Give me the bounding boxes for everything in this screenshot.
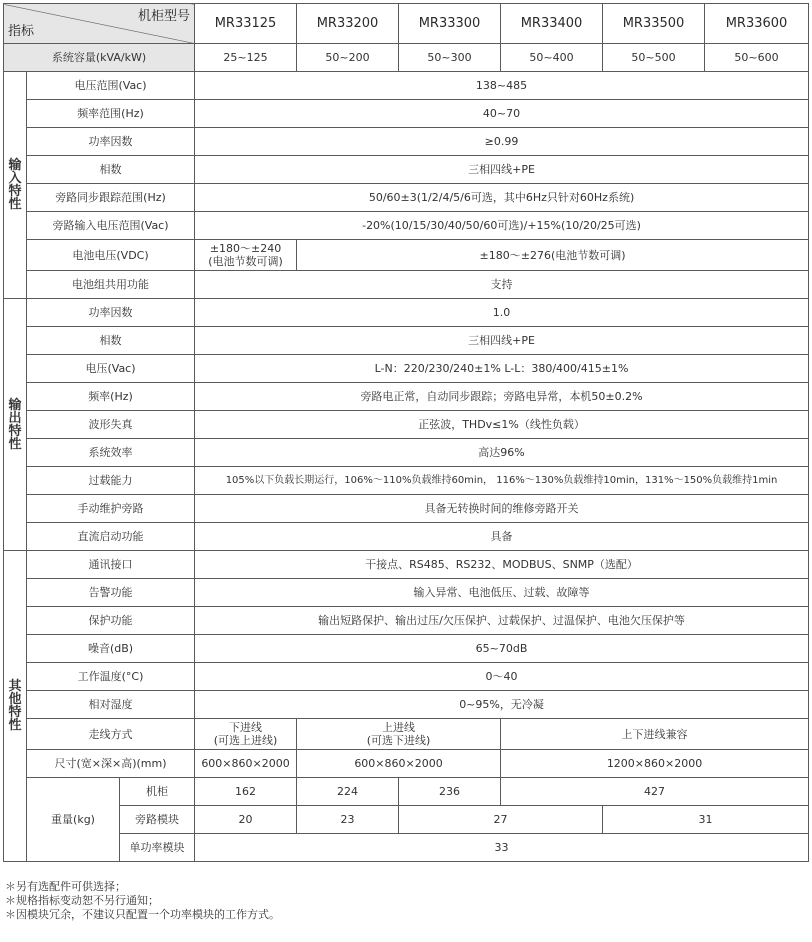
spec-value: 1.0	[195, 299, 809, 327]
group-char: 输	[8, 397, 22, 413]
battery-voltage-first-line1: ±180～±240	[209, 242, 282, 255]
capacity-value: 50~600	[705, 44, 809, 72]
spec-value: 具备无转换时间的维修旁路开关	[195, 495, 809, 523]
weight-value: 236	[399, 778, 501, 806]
spec-value: 40~70	[195, 100, 809, 128]
weight-value: 224	[297, 778, 399, 806]
spec-value: 65~70dB	[195, 635, 809, 663]
group-char: 其	[8, 679, 22, 694]
spec-row	[4, 299, 809, 327]
spec-value: 三相四线+PE	[195, 156, 809, 184]
spec-value: 具备	[195, 523, 809, 551]
spec-label: 旁路输入电压范围(Vac)	[27, 212, 195, 240]
spec-value: 支持	[195, 271, 809, 299]
spec-value: 输出短路保护、输出过压/欠压保护、过载保护、过温保护、电池欠压保护等	[195, 607, 809, 635]
spec-label: 噪音(dB)	[27, 635, 195, 663]
group-char: 性	[8, 718, 22, 733]
group-char: 性	[8, 436, 22, 452]
spec-value: 正弦波，THDv≤1%（线性负载）	[195, 411, 809, 439]
spec-row	[4, 663, 809, 691]
spec-value: 0~95%，无冷凝	[195, 691, 809, 719]
weight-value: 23	[297, 806, 399, 834]
capacity-value: 50~500	[603, 44, 705, 72]
capacity-value: 50~200	[297, 44, 399, 72]
spec-row	[4, 691, 809, 719]
weight-sub-label: 机柜	[120, 778, 195, 806]
capacity-row	[4, 44, 809, 72]
spec-label: 电池组共用功能	[27, 271, 195, 299]
group-char: 入	[8, 171, 22, 186]
size-row	[4, 750, 809, 778]
capacity-value: 50~300	[399, 44, 501, 72]
spec-row	[4, 128, 809, 156]
model-header: MR33125	[195, 4, 297, 44]
spec-row	[4, 411, 809, 439]
spec-row	[4, 383, 809, 411]
spec-label: 相数	[27, 156, 195, 184]
spec-row	[4, 635, 809, 663]
spec-value: 高达96%	[195, 439, 809, 467]
spec-row	[4, 551, 809, 579]
group-char: 特	[8, 423, 22, 439]
spec-row	[4, 579, 809, 607]
spec-row	[4, 439, 809, 467]
spec-label: 告警功能	[27, 579, 195, 607]
weight-value: 27	[399, 806, 603, 834]
spec-row	[4, 607, 809, 635]
weight-cabinet-row	[4, 778, 809, 806]
wiring-a-line2: (可选上进线)	[213, 734, 278, 747]
wiring-option-b	[297, 719, 501, 750]
spec-label: 工作温度(°C)	[27, 663, 195, 691]
footnote: ＊因模块冗余，不建议只配置一个功率模块的工作方式。	[5, 908, 280, 921]
battery-voltage-label: 电池电压(VDC)	[27, 240, 195, 271]
wiring-b-line1: 上进线	[382, 721, 416, 734]
spec-label: 通讯接口	[27, 551, 195, 579]
spec-label: 频率范围(Hz)	[27, 100, 195, 128]
footnote: ＊规格指标变动恕不另行通知；	[5, 894, 159, 907]
size-value: 1200×860×2000	[501, 750, 809, 778]
weight-value: 162	[195, 778, 297, 806]
spec-row	[4, 184, 809, 212]
group-char: 输	[8, 158, 22, 173]
weight-sub-label: 旁路模块	[120, 806, 195, 834]
spec-value: 输入异常、电池低压、过载、故障等	[195, 579, 809, 607]
battery-voltage-first-line2: (电池节数可调)	[208, 255, 283, 268]
spec-label: 相对湿度	[27, 691, 195, 719]
wiring-b-line2: (可选下进线)	[366, 734, 431, 747]
capacity-label: 系统容量(kVA/kW)	[4, 44, 195, 72]
spec-label: 旁路同步跟踪范围(Hz)	[27, 184, 195, 212]
spec-label: 系统效率	[27, 439, 195, 467]
header-corner	[4, 4, 195, 44]
group-char: 特	[8, 184, 22, 199]
spec-label: 过载能力	[27, 467, 195, 495]
spec-row	[4, 212, 809, 240]
spec-value: 三相四线+PE	[195, 327, 809, 355]
spec-label: 手动维护旁路	[27, 495, 195, 523]
model-header: MR33600	[705, 4, 809, 44]
group-char: 出	[8, 410, 22, 426]
output-characteristics-group	[4, 299, 27, 551]
indicator-header: 指标	[8, 24, 35, 39]
spec-value: 138~485	[195, 72, 809, 100]
spec-row	[4, 523, 809, 551]
spec-value: 105%以下负载长期运行，106%～110%负载维持60min， 116%～130%负载维持10min，131%～150%负载维持1min	[195, 467, 809, 495]
spec-label: 电压范围(Vac)	[27, 72, 195, 100]
spec-label: 相数	[27, 327, 195, 355]
group-char: 他	[8, 692, 22, 707]
weight-value: 31	[603, 806, 809, 834]
model-header: MR33400	[501, 4, 603, 44]
wiring-option-a	[195, 719, 297, 750]
spec-value: ≥0.99	[195, 128, 809, 156]
spec-label: 功率因数	[27, 299, 195, 327]
spec-value: 0～40	[195, 663, 809, 691]
size-label: 尺寸(宽×深×高)(mm)	[27, 750, 195, 778]
weight-sub-label: 单功率模块	[120, 834, 195, 862]
spec-value: L-N：220/230/240±1% L-L：380/400/415±1%	[195, 355, 809, 383]
spec-row	[4, 100, 809, 128]
weight-value: 20	[195, 806, 297, 834]
wiring-label: 走线方式	[27, 719, 195, 750]
spec-label: 波形失真	[27, 411, 195, 439]
weight-label: 重量(kg)	[27, 778, 120, 862]
spec-label: 电压(Vac)	[27, 355, 195, 383]
battery-voltage-first	[195, 240, 297, 271]
spec-value: 50/60±3(1/2/4/5/6可选，其中6Hz只针对60Hz系统)	[195, 184, 809, 212]
battery-voltage-rest: ±180～±276(电池节数可调)	[297, 240, 809, 271]
header-row	[4, 4, 809, 44]
weight-bypass-row	[4, 806, 809, 834]
battery-voltage-row	[4, 240, 809, 271]
spec-row	[4, 327, 809, 355]
spec-value: 干接点、RS485、RS232、MODBUS、SNMP（选配）	[195, 551, 809, 579]
spec-label: 保护功能	[27, 607, 195, 635]
weight-value: 427	[501, 778, 809, 806]
group-char: 性	[8, 197, 22, 212]
spec-row	[4, 467, 809, 495]
spec-value: 旁路电正常，自动同步跟踪；旁路电异常，本机50±0.2%	[195, 383, 809, 411]
capacity-value: 25~125	[195, 44, 297, 72]
size-value: 600×860×2000	[297, 750, 501, 778]
spec-row	[4, 355, 809, 383]
battery-shared-row	[4, 271, 809, 299]
cabinet-model-header: 机柜型号	[138, 9, 191, 24]
spec-label: 功率因数	[27, 128, 195, 156]
spec-label: 直流启动功能	[27, 523, 195, 551]
other-characteristics-group	[4, 551, 27, 862]
spec-row	[4, 495, 809, 523]
footnote: ＊另有选配件可供选择；	[5, 880, 126, 893]
model-header: MR33200	[297, 4, 399, 44]
input-characteristics-group	[4, 72, 27, 299]
capacity-value: 50~400	[501, 44, 603, 72]
spec-label: 频率(Hz)	[27, 383, 195, 411]
weight-value: 33	[195, 834, 809, 862]
group-char: 特	[8, 705, 22, 720]
size-value: 600×860×2000	[195, 750, 297, 778]
spec-row	[4, 156, 809, 184]
model-header: MR33500	[603, 4, 705, 44]
spec-table	[3, 3, 809, 862]
weight-power-row	[4, 834, 809, 862]
spec-row	[4, 72, 809, 100]
spec-value: -20%(10/15/30/40/50/60可选)/+15%(10/20/25可选)	[195, 212, 809, 240]
wiring-option-c: 上下进线兼容	[501, 719, 809, 750]
model-header: MR33300	[399, 4, 501, 44]
wiring-row	[4, 719, 809, 750]
wiring-a-line1: 下进线	[229, 721, 263, 734]
